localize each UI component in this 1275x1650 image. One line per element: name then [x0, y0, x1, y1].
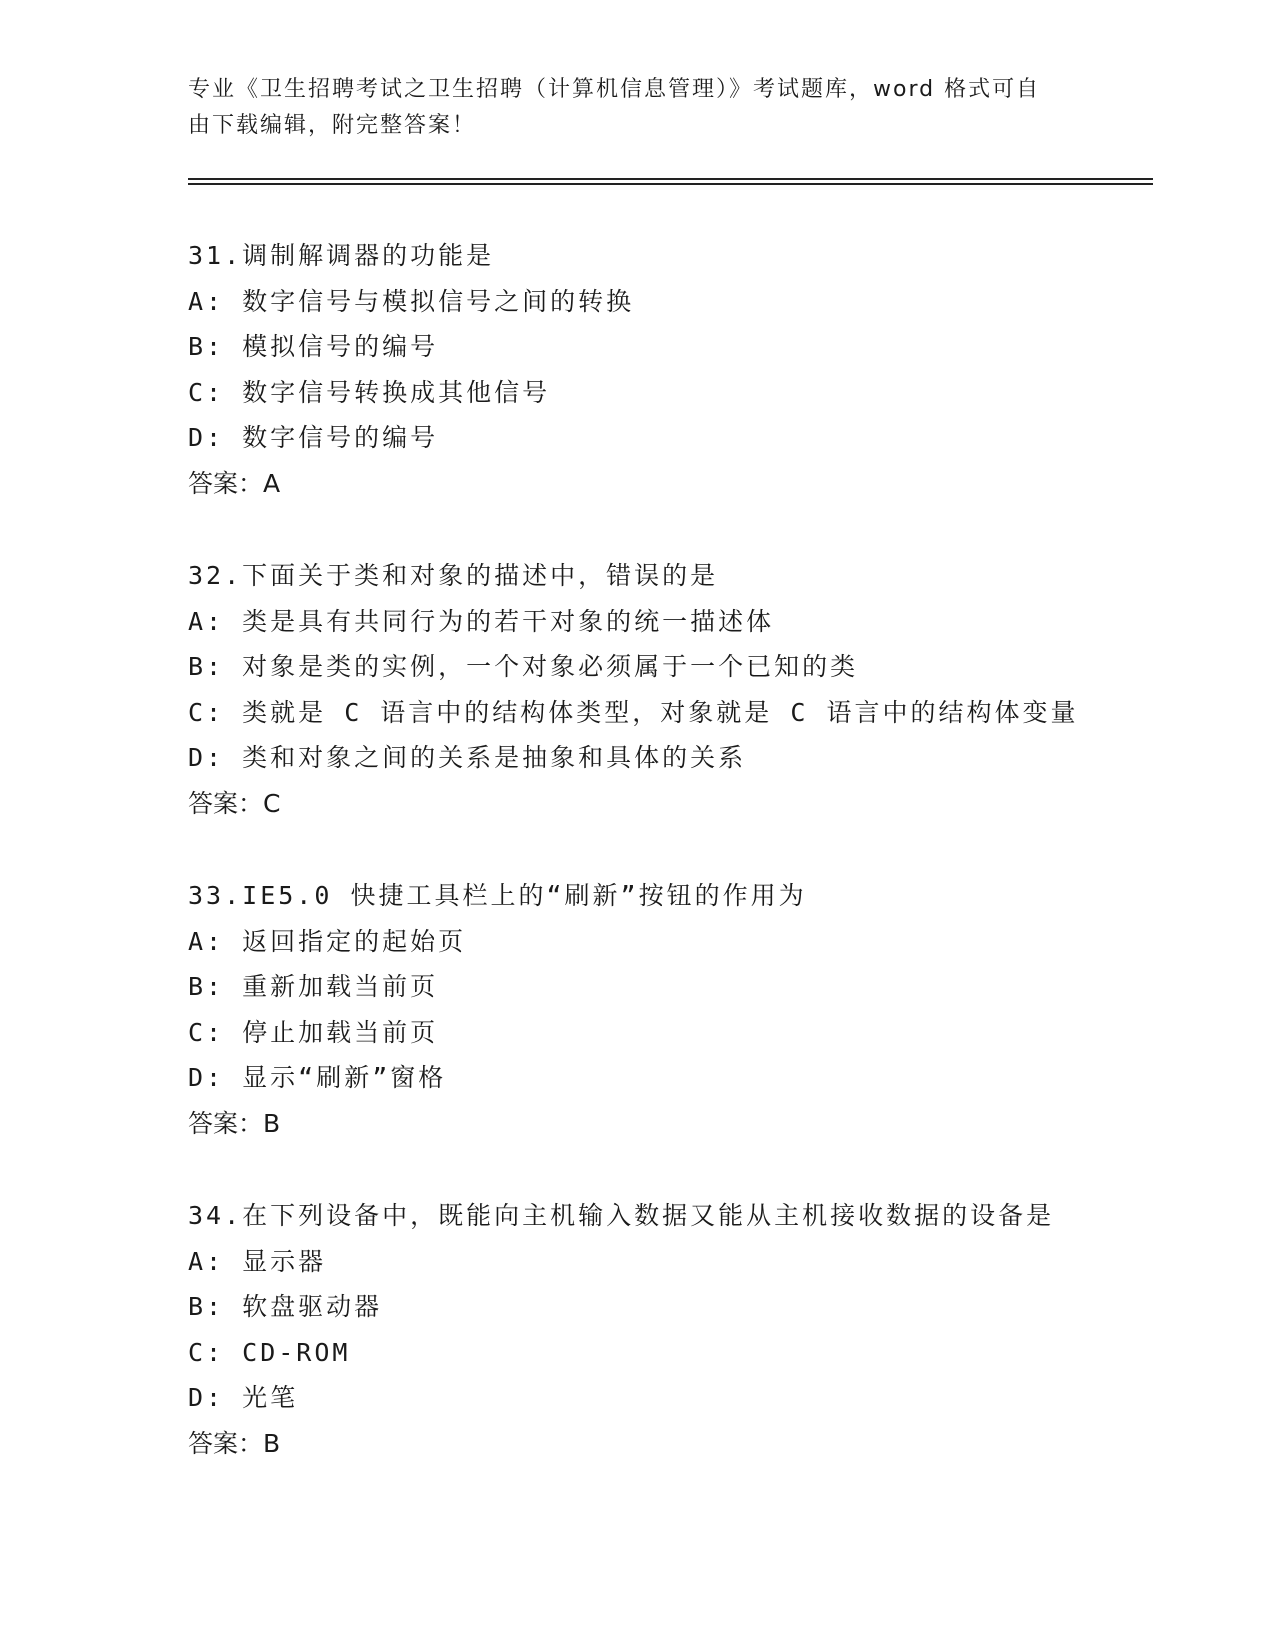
question-stem: 31.调制解调器的功能是	[188, 241, 495, 270]
option-b: B: 重新加载当前页	[188, 972, 439, 1001]
answer-line: 答案：A	[188, 468, 281, 498]
answer-line: 答案：C	[188, 788, 281, 818]
option-d: D: 数字信号的编号	[188, 423, 439, 452]
answer-line: 答案：B	[188, 1108, 281, 1138]
option-a: A: 显示器	[188, 1246, 327, 1276]
option-c: C: 数字信号转换成其他信号	[188, 377, 551, 407]
option-d: D: 光笔	[188, 1383, 299, 1412]
option-b: B: 对象是类的实例，一个对象必须属于一个已知的类	[188, 652, 859, 681]
header-line-1: 专业《卫生招聘考试之卫生招聘（计算机信息管理）》考试题库，word 格式可自	[188, 77, 1041, 102]
question-stem: 34.在下列设备中，既能向主机输入数据又能从主机接收数据的设备是	[188, 1201, 1055, 1230]
header-rule-top	[188, 178, 1153, 180]
option-c: C: 停止加载当前页	[188, 1017, 439, 1047]
option-d: D: 类和对象之间的关系是抽象和具体的关系	[188, 743, 747, 772]
question-stem: 33.IE5.0 快捷工具栏上的“刷新”按钮的作用为	[188, 881, 807, 910]
option-b: B: 软盘驱动器	[188, 1292, 383, 1321]
option-c: C: 类就是 C 语言中的结构体类型，对象就是 C 语言中的结构体变量	[188, 697, 1079, 727]
question-stem: 32.下面关于类和对象的描述中，错误的是	[188, 561, 719, 590]
option-b: B: 模拟信号的编号	[188, 332, 439, 361]
question-32	[188, 553, 1188, 826]
question-list	[188, 233, 1188, 1513]
answer-line: 答案：B	[188, 1428, 281, 1458]
option-c: C: CD-ROM	[188, 1337, 351, 1367]
question-34	[188, 1193, 1188, 1466]
option-a: A: 数字信号与模拟信号之间的转换	[188, 286, 635, 316]
document-header	[188, 72, 1088, 144]
question-31	[188, 233, 1188, 506]
header-rule-bottom	[188, 183, 1153, 185]
option-d: D: 显示“刷新”窗格	[188, 1063, 447, 1092]
option-a: A: 类是具有共同行为的若干对象的统一描述体	[188, 606, 775, 636]
question-33	[188, 873, 1188, 1146]
header-line-2: 由下载编辑，附完整答案！	[188, 113, 477, 138]
option-a: A: 返回指定的起始页	[188, 926, 467, 956]
